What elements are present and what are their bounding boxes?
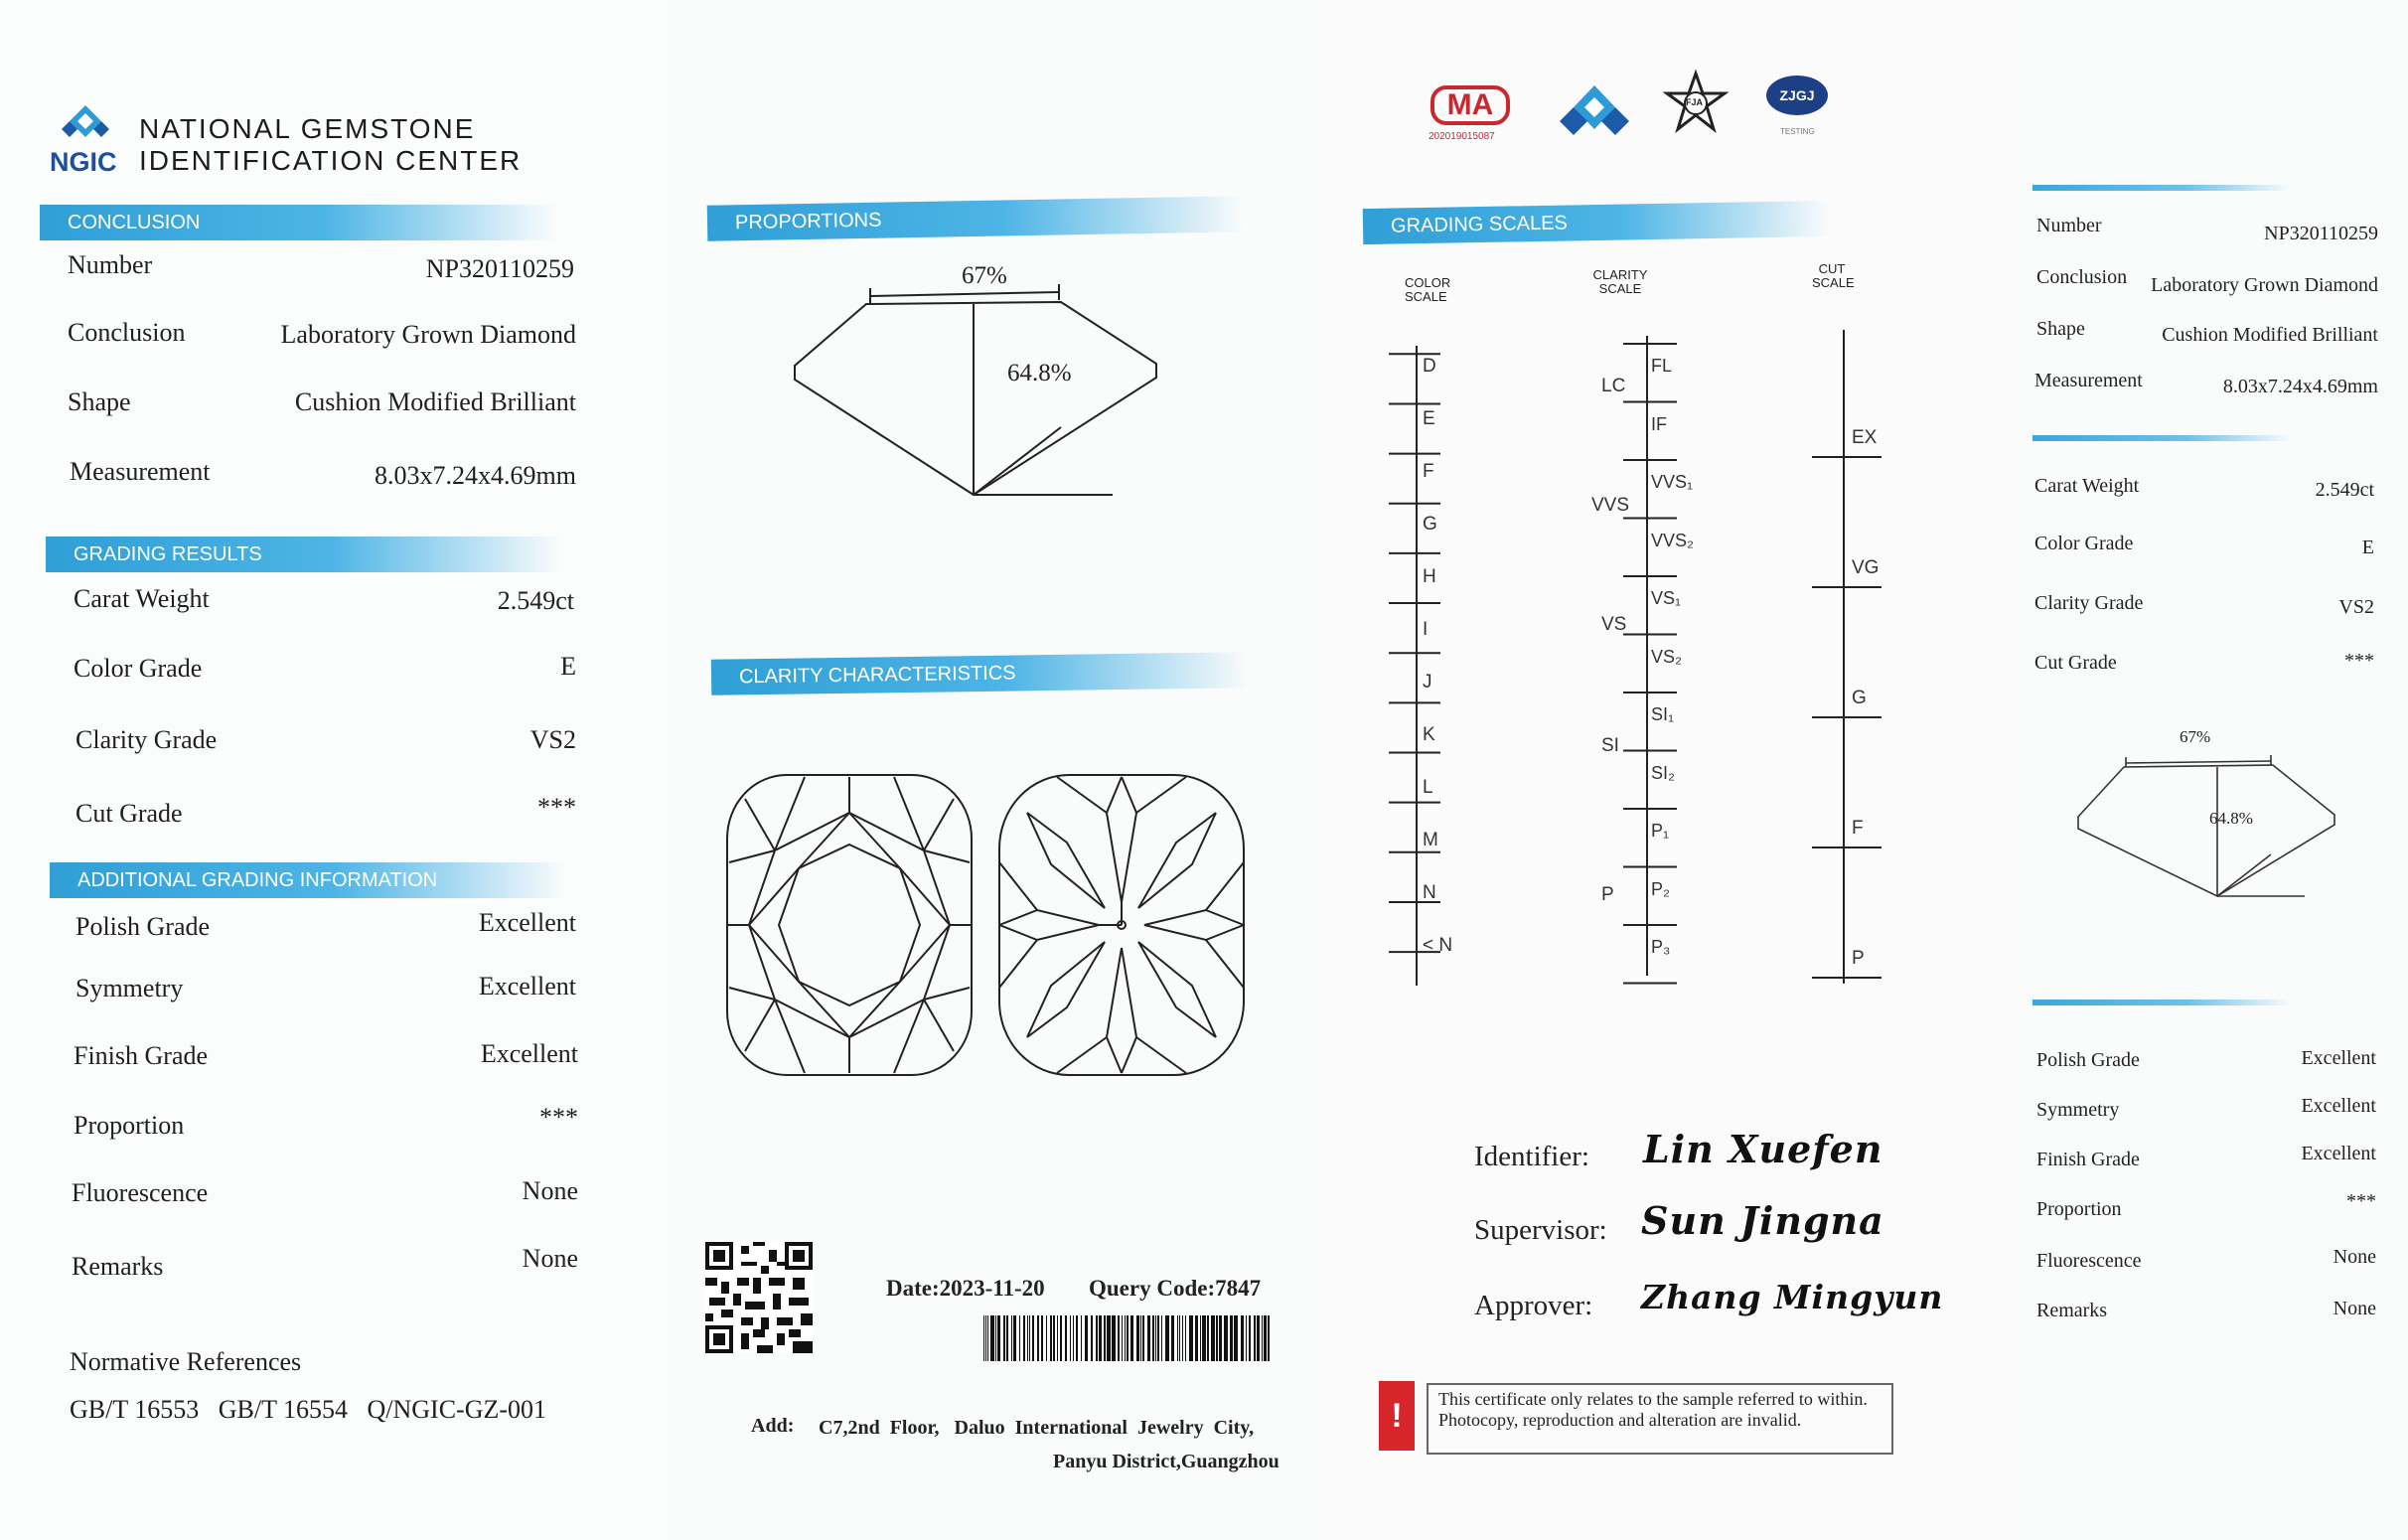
barcode-bar — [1099, 1315, 1102, 1361]
address-line2: Panyu District,Guangzhou — [1053, 1451, 1279, 1472]
barcode-bar — [1234, 1315, 1238, 1361]
address-line1: C7,2nd Floor, Daluo International Jewelry City, — [819, 1417, 1255, 1439]
barcode-bar — [1118, 1315, 1120, 1361]
card-shape-label: Shape — [2036, 318, 2085, 340]
barcode-bar — [1057, 1315, 1058, 1361]
finish-value: Excellent — [480, 1039, 578, 1068]
table-percent: 67% — [962, 262, 1007, 289]
barcode-bar — [1257, 1315, 1260, 1361]
report-date: Date:2023-11-20 — [886, 1276, 1045, 1301]
barcode-bar — [1050, 1315, 1052, 1361]
section-clarity-characteristics: CLARITY CHARACTERISTICS — [711, 652, 1248, 695]
barcode-bar — [1185, 1315, 1186, 1361]
clarity-group-2: VS — [1601, 614, 1627, 635]
disclaimer-text: This certificate only relates to the sample referred to within. Photocopy, reproduction and alteration are invalid. — [1427, 1383, 1893, 1455]
normative-references-list: GB/T 16553 GB/T 16554 Q/NGIC-GZ-001 — [70, 1395, 547, 1424]
query-code: Query Code:7847 — [1089, 1276, 1262, 1301]
barcode-bar — [1011, 1315, 1012, 1361]
number-value: NP320110259 — [425, 254, 574, 283]
color-grade-2: F — [1423, 461, 1434, 482]
color-scale-title: COLOR SCALE — [1405, 275, 1451, 304]
section-additional-info: ADDITIONAL GRADING INFORMATION — [50, 862, 566, 898]
card-symmetry-label: Symmetry — [2036, 1099, 2120, 1121]
card-number-value: NP320110259 — [2264, 223, 2378, 244]
barcode-bar — [1027, 1315, 1028, 1361]
card-measurement-value: 8.03x7.24x4.69mm — [2222, 376, 2378, 397]
barcode-bar — [1046, 1315, 1047, 1361]
shape-label: Shape — [68, 387, 131, 416]
barcode-bar — [1230, 1315, 1233, 1361]
color-grade-8: L — [1423, 777, 1433, 798]
barcode-bar — [1224, 1315, 1228, 1361]
barcode-bar — [1177, 1315, 1178, 1361]
color-grade-3: G — [1423, 514, 1437, 535]
identifier-label: Identifier: — [1474, 1141, 1589, 1172]
section-grading-results: GRADING RESULTS — [46, 537, 562, 572]
barcode-bar — [1037, 1315, 1039, 1361]
card-cut-label: Cut Grade — [2034, 652, 2117, 674]
proportion-diagram — [791, 268, 1188, 507]
divider-top — [2032, 185, 2291, 191]
card-measurement-label: Measurement — [2034, 370, 2143, 391]
color-grade-11: < N — [1423, 935, 1453, 956]
barcode-bar — [1207, 1315, 1209, 1361]
section-proportions: PROPORTIONS — [707, 196, 1245, 240]
clarity-grade-7: SI₂ — [1651, 762, 1675, 783]
barcode-bar — [1130, 1315, 1133, 1361]
color-grade-6: J — [1423, 672, 1432, 693]
polish-label: Polish Grade — [75, 912, 211, 941]
proportion-value: *** — [539, 1103, 578, 1132]
color-grade-7: K — [1423, 724, 1435, 745]
barcode-bar — [1019, 1315, 1020, 1361]
cut-scale-title: CUT SCALE — [1812, 261, 1855, 290]
barcode-bar — [1065, 1315, 1067, 1361]
card-depth-percent: 64.8% — [2209, 809, 2253, 828]
address-label: Add: — [751, 1415, 795, 1437]
card-table-percent: 67% — [2180, 727, 2211, 746]
clarity-grade-1: IF — [1651, 413, 1667, 434]
cut-grade-label: Cut Grade — [75, 799, 183, 828]
color-grade-10: N — [1423, 882, 1436, 903]
clarity-grade-0: FL — [1651, 356, 1673, 376]
clarity-grade-2: VVS₁ — [1651, 472, 1694, 492]
clarity-scale-title: CLARITY SCALE — [1592, 267, 1648, 296]
remarks-label: Remarks — [72, 1252, 164, 1281]
barcode-bar — [1249, 1315, 1251, 1361]
clarity-plot-crown — [725, 773, 974, 1077]
approver-label: Approver: — [1474, 1290, 1593, 1321]
clarity-group-1: VVS — [1591, 495, 1630, 516]
barcode-bar — [1013, 1315, 1016, 1361]
barcode-bar — [1147, 1315, 1150, 1361]
barcode — [983, 1315, 1272, 1361]
barcode-bar — [1262, 1315, 1263, 1361]
color-grade-9: M — [1423, 830, 1438, 850]
barcode-bar — [1032, 1315, 1034, 1361]
barcode-bar — [1085, 1315, 1088, 1361]
card-finish-value: Excellent — [2301, 1143, 2376, 1164]
barcode-bar — [1006, 1315, 1008, 1361]
section-grading-scales: GRADING SCALES — [1363, 201, 1831, 244]
barcode-bar — [1003, 1315, 1005, 1361]
remarks-value: None — [522, 1244, 578, 1273]
color-grade-0: D — [1423, 356, 1436, 377]
card-proportion-diagram — [2076, 737, 2336, 906]
card-proportion-value: *** — [2346, 1190, 2376, 1212]
barcode-bar — [1142, 1315, 1144, 1361]
barcode-bar — [1140, 1315, 1141, 1361]
clarity-group-4: P — [1601, 884, 1614, 905]
finish-label: Finish Grade — [74, 1041, 209, 1070]
barcode-bar — [983, 1315, 984, 1361]
barcode-bar — [1041, 1315, 1043, 1361]
barcode-bar — [1104, 1315, 1106, 1361]
panel-summary-card — [2011, 0, 2408, 1540]
card-carat-value: 2.549ct — [2315, 479, 2374, 501]
color-grade-1: E — [1423, 408, 1435, 429]
cut-grade-4: P — [1852, 948, 1865, 969]
fluorescence-label: Fluorescence — [72, 1178, 209, 1207]
divider-bottom — [2032, 1000, 2291, 1005]
clarity-grade-3: VVS₂ — [1651, 530, 1695, 550]
barcode-bar — [1070, 1315, 1071, 1361]
barcode-bar — [997, 1315, 1000, 1361]
barcode-bar — [1029, 1315, 1030, 1361]
barcode-bar — [1125, 1315, 1126, 1361]
clarity-grade-4: VS₁ — [1651, 588, 1682, 608]
color-grade-4: H — [1423, 566, 1436, 587]
barcode-bar — [985, 1315, 986, 1361]
card-fluorescence-label: Fluorescence — [2036, 1250, 2142, 1272]
barcode-bar — [1254, 1315, 1256, 1361]
barcode-bar — [1157, 1315, 1159, 1361]
card-remarks-label: Remarks — [2036, 1300, 2108, 1321]
card-proportion-label: Proportion — [2036, 1198, 2122, 1220]
fluorescence-value: None — [522, 1176, 578, 1205]
panel-diagrams — [672, 0, 1327, 1540]
ngic-mark-icon — [1558, 83, 1631, 145]
clarity-grade-8: P₁ — [1651, 821, 1670, 841]
clarity-plot-pavilion — [997, 773, 1246, 1077]
barcode-bar — [1136, 1315, 1139, 1361]
color-grade-value: E — [560, 652, 576, 681]
barcode-bar — [1171, 1315, 1174, 1361]
clarity-grade-6: SI₁ — [1651, 704, 1675, 724]
card-clarity-value: VS2 — [2338, 596, 2374, 618]
cut-grade-1: VG — [1852, 557, 1880, 578]
barcode-bar — [1023, 1315, 1025, 1361]
card-polish-label: Polish Grade — [2036, 1049, 2140, 1071]
barcode-bar — [1076, 1315, 1078, 1361]
barcode-bar — [1053, 1315, 1055, 1361]
panel-summary — [0, 0, 672, 1540]
carat-value: 2.549ct — [497, 586, 574, 615]
barcode-bar — [1179, 1315, 1180, 1361]
barcode-bar — [1060, 1315, 1062, 1361]
barcode-bar — [1246, 1315, 1247, 1361]
identifier-signature: Lin Xuefen — [1643, 1127, 1883, 1171]
number-label: Number — [68, 250, 153, 279]
measurement-value: 8.03x7.24x4.69mm — [375, 461, 576, 490]
card-conclusion-label: Conclusion — [2036, 266, 2128, 288]
depth-percent: 64.8% — [1007, 360, 1072, 386]
card-conclusion-value: Laboratory Grown Diamond — [2151, 274, 2378, 296]
zjgj-logo: ZJGJ TESTING — [1764, 76, 1834, 141]
barcode-bar — [995, 1315, 996, 1361]
card-cut-value: *** — [2344, 650, 2374, 672]
barcode-bar — [1112, 1315, 1116, 1361]
divider-mid — [2032, 435, 2291, 441]
card-number-label: Number — [2036, 215, 2102, 236]
barcode-bar — [1122, 1315, 1123, 1361]
fja-text: FJA — [1686, 97, 1704, 107]
cut-scale-ruler — [1808, 328, 1887, 984]
proportion-label: Proportion — [74, 1111, 185, 1140]
carat-label: Carat Weight — [74, 584, 210, 613]
barcode-bar — [1211, 1315, 1215, 1361]
barcode-bar — [1202, 1315, 1206, 1361]
clarity-grade-10: P₃ — [1651, 937, 1671, 957]
barcode-bar — [1200, 1315, 1201, 1361]
barcode-bar — [1195, 1315, 1198, 1361]
approver-signature: Zhang Mingyun — [1641, 1278, 1944, 1316]
cut-grade-2: G — [1852, 688, 1867, 708]
card-carat-label: Carat Weight — [2034, 475, 2140, 497]
barcode-bar — [1264, 1315, 1267, 1361]
symmetry-label: Symmetry — [75, 974, 184, 1002]
card-finish-label: Finish Grade — [2036, 1149, 2140, 1170]
barcode-bar — [987, 1315, 988, 1361]
barcode-bar — [1268, 1315, 1270, 1361]
barcode-bar — [1241, 1315, 1244, 1361]
brand-name-line1: NATIONAL GEMSTONE — [139, 113, 476, 144]
measurement-label: Measurement — [70, 457, 211, 486]
clarity-grade-label: Clarity Grade — [75, 725, 218, 754]
panel-scales — [1327, 0, 2011, 1540]
barcode-bar — [1165, 1315, 1169, 1361]
barcode-bar — [1152, 1315, 1154, 1361]
card-shape-value: Cushion Modified Brilliant — [2162, 324, 2378, 346]
barcode-bar — [1216, 1315, 1218, 1361]
barcode-bar — [1161, 1315, 1162, 1361]
barcode-bar — [1107, 1315, 1111, 1361]
cut-grade-0: EX — [1852, 427, 1878, 448]
barcode-bar — [990, 1315, 994, 1361]
qr-code[interactable] — [705, 1242, 813, 1353]
ngic-logo-icon — [58, 103, 113, 151]
card-color-label: Color Grade — [2034, 533, 2134, 554]
color-grade-5: I — [1423, 619, 1429, 640]
barcode-bar — [1091, 1315, 1093, 1361]
brand-name-line2: IDENTIFICATION CENTER — [139, 145, 523, 176]
normative-references-title: Normative References — [70, 1347, 302, 1376]
clarity-group-3: SI — [1601, 735, 1619, 756]
clarity-group-0: LC — [1601, 376, 1626, 396]
clarity-grade-value: VS2 — [529, 725, 576, 754]
disclaimer-mark-icon: ! — [1379, 1381, 1415, 1451]
barcode-bar — [1219, 1315, 1222, 1361]
ngic-abbr: NGIC — [50, 147, 117, 177]
barcode-bar — [1096, 1315, 1098, 1361]
cma-logo: MA 202019015087 — [1429, 85, 1520, 147]
color-grade-label: Color Grade — [74, 654, 203, 683]
card-symmetry-value: Excellent — [2301, 1095, 2376, 1117]
cut-grade-value: *** — [537, 793, 576, 822]
barcode-bar — [1081, 1315, 1082, 1361]
conclusion-value: Laboratory Grown Diamond — [280, 320, 576, 349]
card-clarity-label: Clarity Grade — [2034, 592, 2144, 614]
barcode-bar — [1073, 1315, 1074, 1361]
card-fluorescence-value: None — [2333, 1246, 2376, 1268]
card-color-value: E — [2361, 537, 2374, 558]
conclusion-label: Conclusion — [68, 318, 186, 347]
barcode-bar — [1189, 1315, 1193, 1361]
supervisor-label: Supervisor: — [1474, 1214, 1607, 1246]
shape-value: Cushion Modified Brilliant — [294, 387, 576, 416]
card-remarks-value: None — [2333, 1298, 2376, 1319]
polish-value: Excellent — [478, 908, 576, 937]
symmetry-value: Excellent — [478, 972, 576, 1001]
barcode-bar — [1155, 1315, 1156, 1361]
clarity-grade-9: P₂ — [1651, 878, 1670, 899]
section-conclusion: CONCLUSION — [40, 205, 556, 240]
card-polish-value: Excellent — [2301, 1047, 2376, 1069]
clarity-grade-5: VS₂ — [1651, 646, 1682, 667]
barcode-bar — [1182, 1315, 1183, 1361]
barcode-bar — [1127, 1315, 1129, 1361]
cut-grade-3: F — [1852, 818, 1864, 839]
supervisor-signature: Sun Jingna — [1641, 1198, 1884, 1243]
